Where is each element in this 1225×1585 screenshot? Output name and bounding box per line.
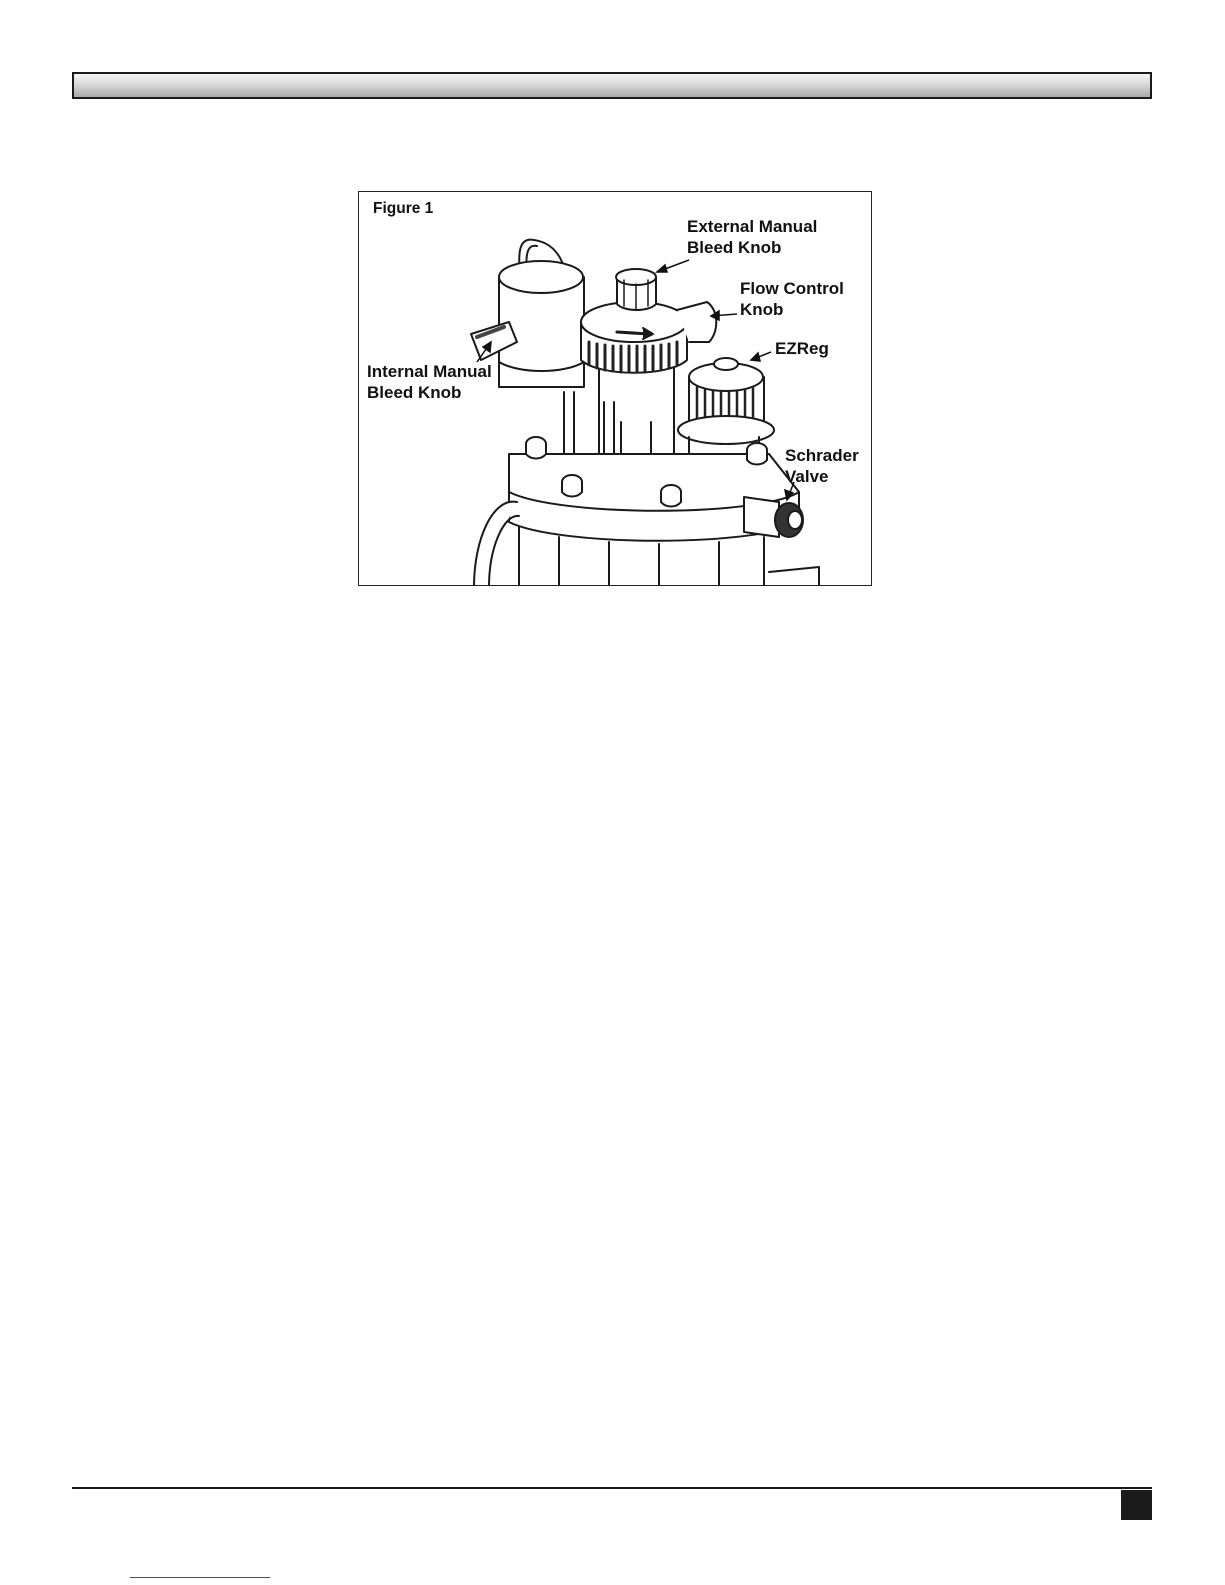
callout-flow-control-knob: [740, 278, 844, 320]
callout-line: EZReg: [775, 339, 829, 358]
callout-line: Valve: [785, 467, 829, 486]
section-header-bar: [72, 72, 1152, 99]
callout-internal-manual-bleed-knob: [367, 361, 492, 403]
link-underline[interactable]: [130, 1577, 270, 1578]
figure-1-box: [358, 191, 872, 586]
callout-line: Schrader: [785, 446, 859, 465]
callout-line: Internal Manual: [367, 362, 492, 381]
callout-line: Knob: [740, 300, 784, 319]
callout-line: Flow Control: [740, 279, 844, 298]
callout-external-manual-bleed-knob: [687, 216, 817, 258]
figure-title: Figure 1: [373, 200, 434, 217]
callout-line: Bleed Knob: [367, 383, 462, 402]
callout-schrader-valve: [785, 445, 859, 487]
page-number-box: [1121, 1490, 1152, 1520]
footer-rule: [72, 1487, 1152, 1489]
callout-line: External Manual: [687, 217, 818, 236]
callout-ezreg: [775, 338, 829, 359]
callout-line: Bleed Knob: [687, 238, 782, 257]
